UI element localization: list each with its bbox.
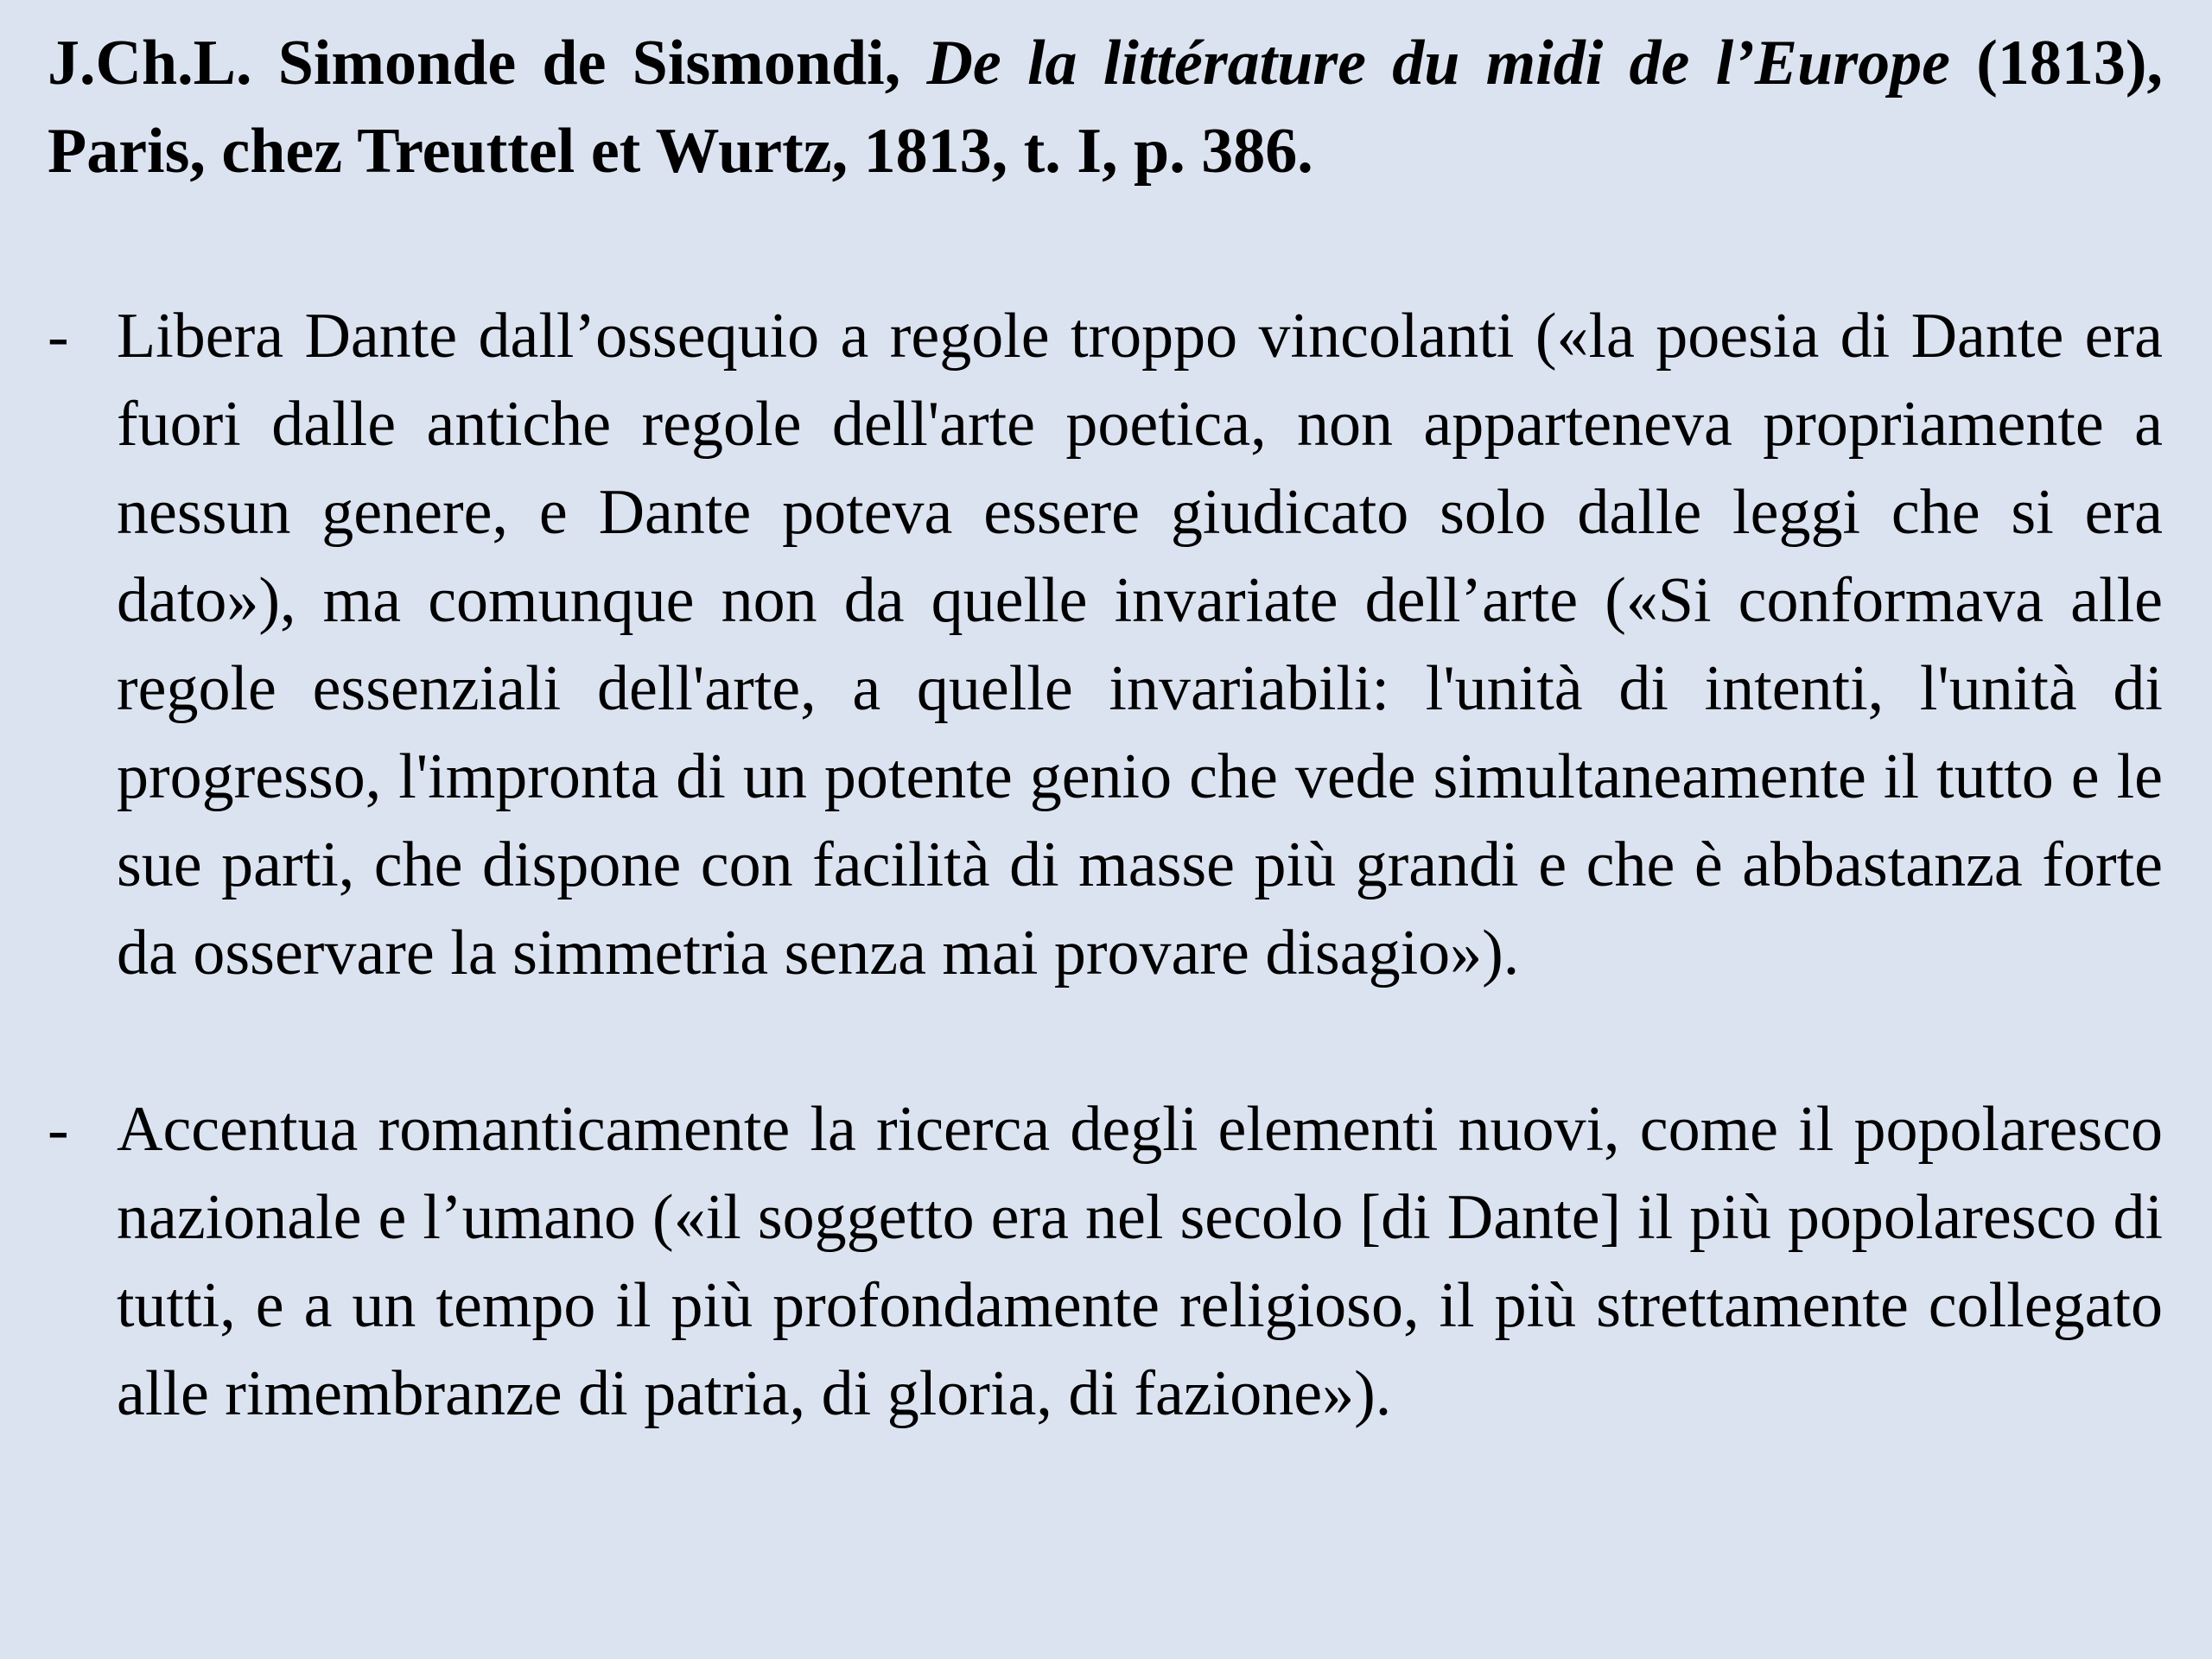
bullet-item-sismondi-romantic <box>48 1085 2163 1438</box>
bullet-list <box>48 292 2163 1438</box>
citation-author: J.Ch.L. Simonde de Sismondi, <box>48 28 901 99</box>
citation-heading <box>48 19 2163 195</box>
citation-details: (1813), Paris, chez Treuttel et Wurtz, 1813, t. I, p. 386. <box>48 28 2163 187</box>
bullet-text: Accentua romanticamente la ricerca degli elementi nuovi, come il popolaresco nazionale e l’umano («il soggetto era nel secolo [di Dante] il più popolaresco di tutti, e a un tempo il più profondamente religioso, il più strettamente collegato alle rimembranze di patria, di gloria, di fazione»). <box>117 1094 2163 1429</box>
bullet-item-sismondi-rules <box>48 292 2163 997</box>
bullet-text: Libera Dante dall’ossequio a regole troppo vincolanti («la poesia di Dante era fuori dalle antiche regole dell'arte poetica, non apparteneva propriamente a nessun genere, e Dante poteva essere giudicato solo dalle leggi che si era dato»), ma comunque non da quelle invariate dell’arte («Si conformava alle regole essenziali dell'arte, a quelle invariabili: l'unità di intenti, l'unità di progresso, l'impronta di un potente genio che vede simultaneamente il tutto e le sue parti, che dispone con facilità di masse più grandi e che è abbastanza forte da osservare la simmetria senza mai provare disagio»). <box>117 301 2163 988</box>
bullet-dash: - <box>48 301 69 372</box>
document-page <box>48 19 2163 1438</box>
bullet-dash: - <box>48 1094 69 1165</box>
citation-work-title: De la littérature du midi de l’Europe <box>926 28 1950 99</box>
